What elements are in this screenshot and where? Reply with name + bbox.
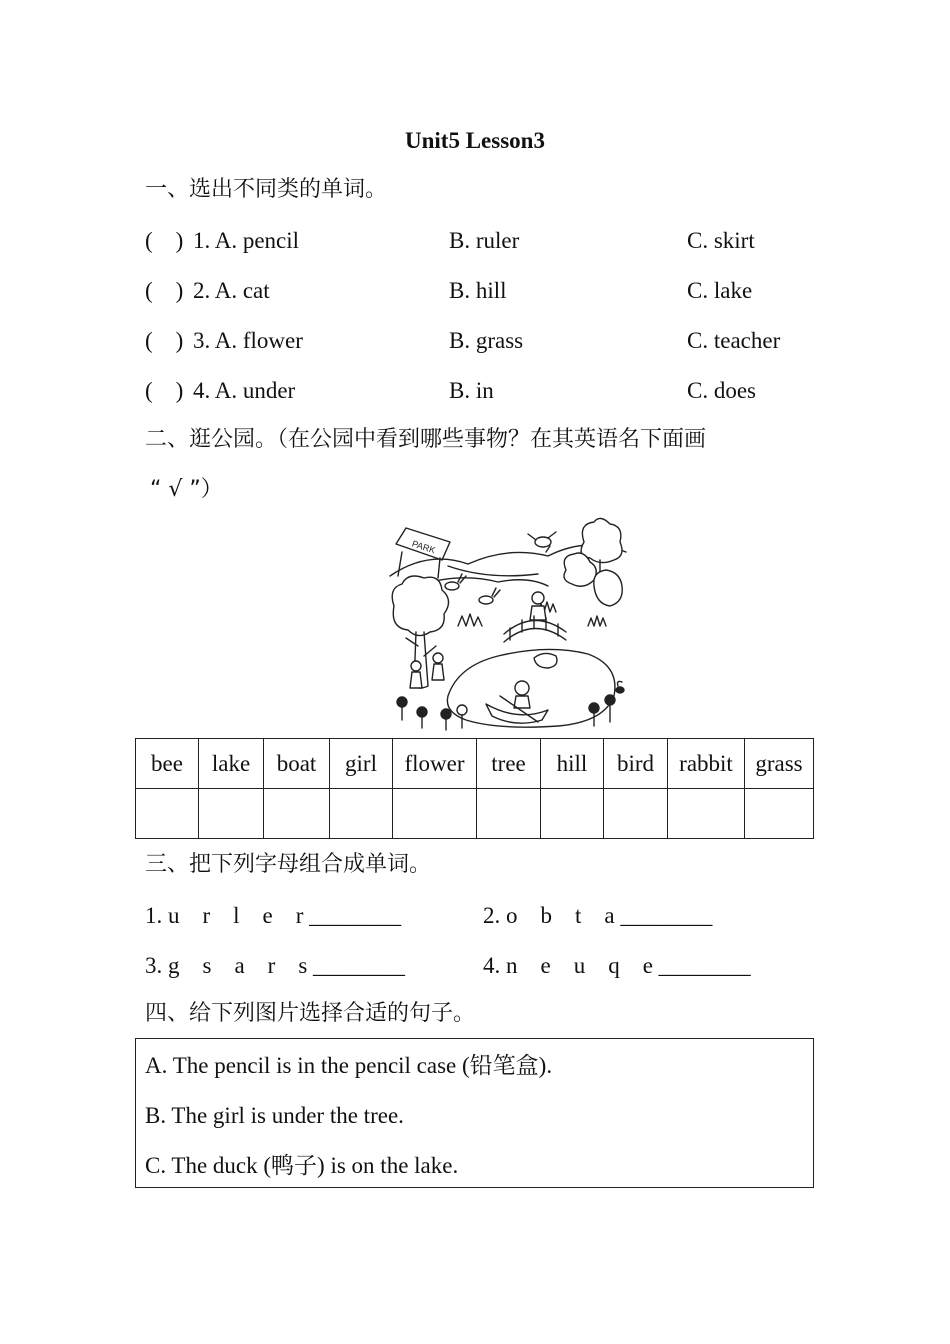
sentence-c: C. The duck (鸭子) is on the lake. xyxy=(145,1153,459,1178)
checkmark-cell[interactable] xyxy=(199,789,264,839)
word-row xyxy=(136,739,814,789)
word-cell: tree xyxy=(477,739,541,789)
unscramble-item-4[interactable]: 4. n e u q e ________ xyxy=(483,953,751,978)
q1-answer-paren[interactable]: ( ) xyxy=(145,228,184,253)
checkmark-cell[interactable] xyxy=(541,789,604,839)
checkmark-cell[interactable] xyxy=(136,789,199,839)
checkmark-cell[interactable] xyxy=(668,789,745,839)
word-cell: boat xyxy=(264,739,330,789)
word-cell: bird xyxy=(604,739,668,789)
q2-answer-paren[interactable]: ( ) xyxy=(145,278,184,303)
bee-icon xyxy=(616,682,624,694)
park-sign xyxy=(396,528,450,578)
unscramble-item-1[interactable]: 1. u r l e r ________ xyxy=(145,903,402,928)
checkmark-cell[interactable] xyxy=(264,789,330,839)
q4-answer-paren[interactable]: ( ) xyxy=(145,378,184,403)
unscramble-item-2[interactable]: 2. o b t a ________ xyxy=(483,903,713,928)
word-cell: rabbit xyxy=(668,739,745,789)
bird-icon xyxy=(528,532,556,552)
q3-option-c: C. teacher xyxy=(687,328,781,353)
checkmark-row xyxy=(136,789,814,839)
section1-heading: 一、选出不同类的单词。 xyxy=(145,177,388,202)
section3-heading: 三、把下列字母组合成单词。 xyxy=(145,852,432,877)
word-cell: hill xyxy=(541,739,604,789)
word-cell: bee xyxy=(136,739,199,789)
section2-heading: 二、逛公园。（在公园中看到哪些事物？在其英语名下面画 xyxy=(145,427,707,452)
word-cell: girl xyxy=(330,739,393,789)
word-cell: flower xyxy=(393,739,477,789)
word-check-table xyxy=(135,738,814,839)
q2-option-c: C. lake xyxy=(687,278,753,303)
q1-option-c: C. skirt xyxy=(687,228,755,253)
word-cell: lake xyxy=(199,739,264,789)
park-illustration xyxy=(388,516,630,734)
q3-option-b: B. grass xyxy=(449,328,524,353)
q1-option-a: 1. A. pencil xyxy=(193,228,300,253)
checkmark-cell[interactable] xyxy=(745,789,814,839)
word-cell: grass xyxy=(745,739,814,789)
section4-heading: 四、给下列图片选择合适的句子。 xyxy=(145,1001,476,1026)
girl-on-bridge-icon xyxy=(530,592,546,620)
checkmark-cell[interactable] xyxy=(330,789,393,839)
checkmark-cell[interactable] xyxy=(393,789,477,839)
bridge-icon xyxy=(504,616,566,642)
section2-heading-cont: “ √ ”） xyxy=(150,477,223,502)
sentence-b: B. The girl is under the tree. xyxy=(145,1103,404,1128)
q4-option-a: 4. A. under xyxy=(193,378,296,403)
q3-answer-paren[interactable]: ( ) xyxy=(145,328,184,353)
q2-option-b: B. hill xyxy=(449,278,507,303)
sentence-a: A. The pencil is in the pencil case (铅笔盒). xyxy=(145,1053,553,1078)
q2-option-a: 2. A. cat xyxy=(193,278,270,303)
q4-option-b: B. in xyxy=(449,378,494,403)
q4-option-c: C. does xyxy=(687,378,756,403)
park-sign-label: PARK xyxy=(410,538,437,556)
page-title: Unit5 Lesson3 xyxy=(405,128,545,153)
unscramble-item-3[interactable]: 3. g s a r s ________ xyxy=(145,953,406,978)
q1-option-b: B. ruler xyxy=(449,228,520,253)
q3-option-a: 3. A. flower xyxy=(193,328,303,353)
checkmark-cell[interactable] xyxy=(477,789,541,839)
tree-right-icon xyxy=(564,518,622,606)
checkmark-cell[interactable] xyxy=(604,789,668,839)
